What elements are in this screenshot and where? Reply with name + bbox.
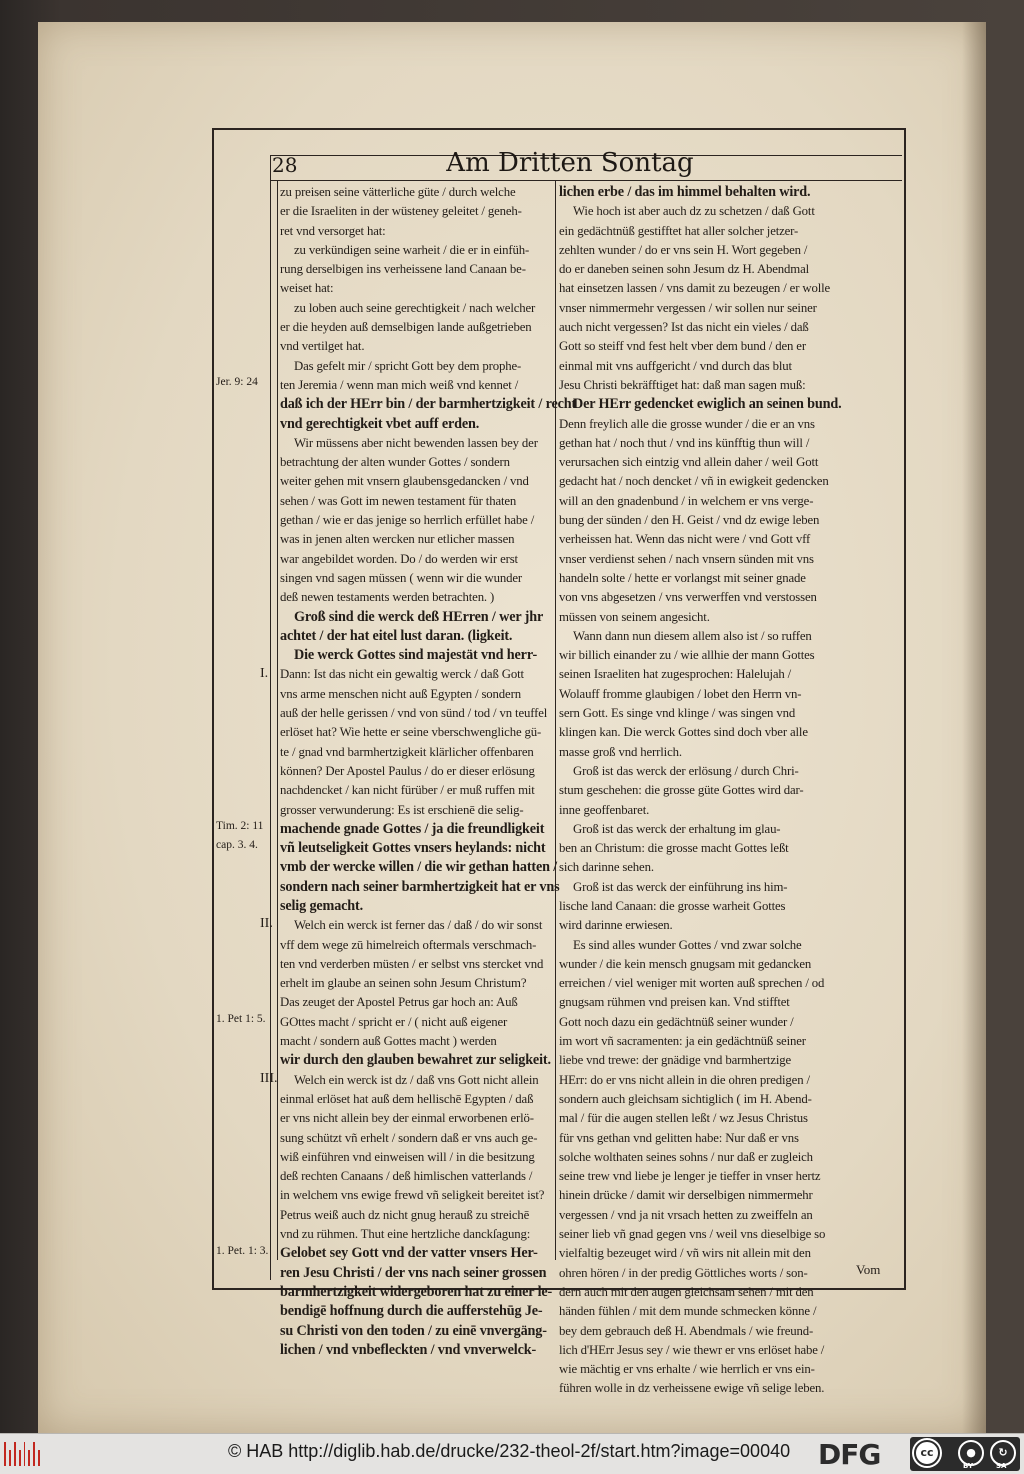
left_column-line: ten Jeremia / wenn man mich weiß vnd kennet / bbox=[280, 377, 519, 392]
cc-icon: cc bbox=[914, 1440, 940, 1466]
left_column-line: Das gefelt mir / spricht Gott bey dem prophe- bbox=[294, 358, 522, 373]
right_column-line: zehlten wunder / do er vns sein H. Wort gegeben / bbox=[559, 242, 808, 257]
left_column-line: er die heyden auß demselbigen lande außgetrieben bbox=[280, 320, 532, 335]
right-text-column bbox=[559, 183, 899, 1399]
margin-note: III. bbox=[260, 1070, 278, 1086]
right_column-line: auch nicht vergessen? Ist das nicht ein vieles / daß bbox=[559, 320, 809, 335]
right_column-line: verheissen hat. Wenn das nicht were / vnd Gott vff bbox=[559, 532, 811, 547]
left_column-line: Welch ein werck ist dz / daß vns Gott nicht allein bbox=[294, 1072, 539, 1087]
right_column-line: gnugsam rühmen vnd preisen kan. Vnd stifftet bbox=[559, 995, 790, 1010]
right_column-line: müssen von seinem angesicht. bbox=[559, 609, 710, 624]
right_column-line: ben an Christum: die grosse macht Gottes leßt bbox=[559, 841, 789, 856]
header-rule-bottom bbox=[270, 180, 902, 181]
left_column-line: su Christi von den toden / zu einē vnvergäng- bbox=[280, 1322, 547, 1339]
left_column-line: vnd vertilget hat. bbox=[280, 339, 365, 354]
left_column-line: deß newen testaments werden betrachten. ) bbox=[280, 590, 495, 605]
sa-label: SA bbox=[996, 1462, 1007, 1470]
right_column-line: ohren hören / in der predig Göttliches worts / son- bbox=[559, 1265, 808, 1280]
left_column-line: erlöset hat? Wie hette er seine vberschwengliche gü- bbox=[280, 725, 542, 740]
left_column-line: macht / sondern auß Gottes macht ) werden bbox=[280, 1034, 497, 1049]
left_column-line: einmal erlöset hat auß dem hellischē Egypten / daß bbox=[280, 1091, 534, 1106]
left_column-line: bendigē hoffnung durch die aufferstehūg Je- bbox=[280, 1303, 543, 1320]
right_column-line: vnser verdienst sehen / nach vnsern sünden mit vns bbox=[559, 551, 814, 566]
left_column-line: sehen / was Gott im newen testament für thaten bbox=[280, 493, 517, 508]
left_column-line: ret vnd versorget hat: bbox=[280, 223, 386, 238]
left_column-line: wiß einführen vnd einweisen will / in die besitzung bbox=[280, 1149, 535, 1164]
right_column-line: gethan hat / noch thut / vnd ins künfftig thun will / bbox=[559, 435, 810, 450]
left_column-line: erhelt im glaube an seinen sohn Jesum Christum? bbox=[280, 976, 527, 991]
left_column-line: gethan / wie er das jenige so herrlich erfüllet habe / bbox=[280, 513, 535, 528]
margin-rule bbox=[277, 180, 278, 1260]
left_column-line: Dann: Ist das nicht ein gewaltig werck / daß Gott bbox=[280, 667, 524, 682]
share-alike-icon: ↻ bbox=[990, 1440, 1016, 1466]
left_column-line: ren Jesu Christi / der vns nach seiner grossen bbox=[280, 1264, 547, 1281]
right_column-line: lich d'HErr Jesus sey / wie thewr er vns erlöset habe / bbox=[559, 1342, 825, 1357]
right_column-line: verursachen sich eintzig vnd allein daher / weil Gott bbox=[559, 455, 819, 470]
right_column-line: inne geoffenbaret. bbox=[559, 802, 650, 817]
margin-note: Jer. 9: 24 bbox=[216, 376, 258, 388]
scale-ruler-icon bbox=[4, 1442, 40, 1466]
left_column-line: weiter gehen mit vnsern glaubensgedancken / vnd bbox=[280, 474, 529, 489]
left_column-line: grosser verwunderung: Es ist erschienē die selig- bbox=[280, 802, 524, 817]
right_column-line: Der HErr gedencket ewiglich an seinen bund. bbox=[573, 396, 842, 413]
right_column-line: im wort vñ sacramenten: ja ein gedächtnüß seiner bbox=[559, 1034, 806, 1049]
left_column-line: Wir müssens aber nicht bewenden lassen bey der bbox=[294, 435, 538, 450]
right_column-line: dern auch mit den augen gleichsam sehen / mit den bbox=[559, 1284, 814, 1299]
left_column-line: singen vnd sagen müssen ( wenn wir die wunder bbox=[280, 570, 523, 585]
left_column-line: GOttes macht / spricht er / ( nicht auß eigener bbox=[280, 1014, 508, 1029]
left_column-line: zu loben auch seine gerechtigkeit / nach welcher bbox=[294, 300, 536, 315]
left_column-line: vmb der wercke willen / die wir gethan hatten / bbox=[280, 859, 558, 876]
left_column-line: Die werck Gottes sind majestät vnd herr- bbox=[294, 647, 538, 664]
right_column-line: lische land Canaan: die grosse warheit Gottes bbox=[559, 898, 786, 913]
left_column-line: Groß sind die werck deß HErren / wer jhr bbox=[294, 608, 544, 625]
right_column-line: wir billich einander zu / wie allhie der mann Gottes bbox=[559, 648, 815, 663]
right_column-line: erreichen / viel weniger mit worten auß sprechen / od bbox=[559, 976, 825, 991]
left_column-line: Gelobet sey Gott vnd der vatter vnsers Her- bbox=[280, 1245, 538, 1262]
margin-note: 1. Pet. 1: 3. bbox=[216, 1244, 269, 1257]
right_column-line: vnser nimmermehr vergessen / wir sollen nur seiner bbox=[559, 300, 817, 315]
right_column-line: seinen Israeliten hat zugesprochen: Halelujah / bbox=[559, 667, 792, 682]
right_column-line: führen wolle in dz verheissene ewige vñ selige leben. bbox=[559, 1381, 825, 1396]
right_column-line: seine trew vnd liebe je lenger je tieffer in vnser hertz bbox=[559, 1169, 821, 1184]
left_column-line: lichen / vnd vnbefleckten / vnd vnverwelck- bbox=[280, 1341, 537, 1358]
right_column-line: Denn freylich alle die grosse wunder / die er an vns bbox=[559, 416, 815, 431]
cc-license-badge[interactable] bbox=[910, 1437, 1020, 1471]
right_column-line: vielfaltig bezeuget wird / vñ wirs nit allein mit den bbox=[559, 1246, 811, 1261]
right_column-line: Wie hoch ist aber auch dz zu schetzen / daß Gott bbox=[573, 204, 815, 219]
right_column-line: Groß ist das werck der erlösung / durch Chri- bbox=[573, 763, 799, 778]
left_column-line: nachdencket / kan nicht fürüber / er muß ruffen mit bbox=[280, 783, 535, 798]
right_column-line: stum geschehen: die grosse güte Gottes wird dar- bbox=[559, 783, 804, 798]
right_column-line: ein gedächtnüß gestifftet hat aller solcher jetzer- bbox=[559, 223, 799, 238]
right_column-line: HErr: do er vns nicht allein in die ohren predigen / bbox=[559, 1072, 810, 1087]
right_column-line: Gott so steiff vnd fest helt vber dem bund / den er bbox=[559, 339, 806, 354]
right_column-line: wird darinne erwiesen. bbox=[559, 918, 673, 933]
left_column-line: vff dem wege zū himelreich oftermals verschmach- bbox=[280, 937, 537, 952]
right_column-line: solche wolthaten seines sohns / nur daß er zugleich bbox=[559, 1149, 813, 1164]
right_column-line: Groß ist das werck der erhaltung im glau- bbox=[573, 821, 781, 836]
left_column-line: vnd zu rühmen. Thut eine hertzliche danckſagung: bbox=[280, 1227, 531, 1242]
left_column-line: weiset hat: bbox=[280, 281, 334, 296]
left-text-column bbox=[280, 183, 577, 1360]
left_column-line: war angebildet worden. Do / do werden wir erst bbox=[280, 551, 518, 566]
margin-note: I. bbox=[260, 665, 269, 681]
right_column-line: handeln solte / hette er vorlangst mit seiner gnade bbox=[559, 570, 806, 585]
left_column-line: ten vnd verderben müsten / er selbst vns stercket vnd bbox=[280, 956, 544, 971]
right_column-line: Groß ist das werck der einführung ins him- bbox=[573, 879, 788, 894]
left_column-line: können? Der Apostel Paulus / do er dieser erlösung bbox=[280, 763, 535, 778]
running-head: Am Dritten Sontag bbox=[446, 148, 694, 178]
left_column-line: vns arme menschen nicht auß Egypten / sondern bbox=[280, 686, 521, 701]
page-edge-shadow bbox=[962, 22, 986, 1433]
by-label: BY bbox=[963, 1462, 974, 1470]
margin-note: II. bbox=[260, 916, 273, 932]
right_column-line: wunder / die kein mensch gnugsam mit gedancken bbox=[559, 956, 812, 971]
right_column-line: klingen kan. Die werck Gottes sind doch vber alle bbox=[559, 725, 808, 740]
left_column-line: wir durch den glauben bewahret zur seligkeit. bbox=[280, 1052, 551, 1069]
left_column-line: te / gnad vnd barmhertzigkeit klärlicher offenbaren bbox=[280, 744, 534, 759]
dfg-logo[interactable]: DFG bbox=[818, 1438, 881, 1471]
right_column-line: will an den gnadenbund / in welchem er vns verge- bbox=[559, 493, 814, 508]
right_column-line: Wolauff fromme glaubigen / lobet den Herrn vn- bbox=[559, 686, 802, 701]
right_column-line: sondern auch gleichsam sichtiglich ( im H. Abend- bbox=[559, 1091, 812, 1106]
right_column-line: sich darinne sehen. bbox=[559, 860, 654, 875]
right_column-line: seiner lieb vñ gnad gegen vns / weil vns dieselbige so bbox=[559, 1227, 826, 1242]
left_column-line: daß ich der HErr bin / der barmhertzigkeit / recht bbox=[280, 396, 577, 413]
left_column-line: vnd gerechtigkeit vbet auff erden. bbox=[280, 415, 480, 432]
right_column-line: Es sind alles wunder Gottes / vnd zwar solche bbox=[573, 937, 802, 952]
right_column-line: von vns abgesetzen / vns verwerffen vnd verstossen bbox=[559, 590, 817, 605]
left_column-line: in welchem vns ewige frewd vñ seligkeit bereitet ist? bbox=[280, 1188, 545, 1203]
right_column-line: vergessen / vnd ja nit vrsach hetten zu zweiffeln an bbox=[559, 1207, 813, 1222]
left_column-line: was in jenen alten wercken nur etlicher massen bbox=[280, 532, 515, 547]
left_column-line: Petrus weiß auch dz nicht gnug herauß zu streichē bbox=[280, 1207, 530, 1222]
left_column-line: sung schützt vñ erhelt / sondern daß er vns auch ge- bbox=[280, 1130, 538, 1145]
right_column-line: liebe vnd trewe: der gnädige vnd barmhertzige bbox=[559, 1053, 792, 1068]
left_column-line: auß der helle gerissen / vnd von sünd / tod / vn teuffel bbox=[280, 706, 548, 721]
catchword: Vom bbox=[856, 1262, 881, 1277]
left_column-line: rung derselbigen ins verheissene land Canaan be- bbox=[280, 262, 526, 277]
left_column-line: achtet / der hat eitel lust daran. (ligkeit. bbox=[280, 627, 513, 644]
by-person-icon: ● bbox=[958, 1440, 984, 1466]
right_column-line: händen fühlen / mit dem munde schmecken könne / bbox=[559, 1304, 817, 1319]
left_column-line: Das zeuget der Apostel Petrus gar hoch an: Auß bbox=[280, 995, 518, 1010]
right_column-line: wie mächtig er vns erhalte / wie herrlich er vns ein- bbox=[559, 1362, 815, 1377]
right_column-line: masse groß vnd herrlich. bbox=[559, 744, 682, 759]
right_column-line: mal / für die augen stellen leßt / wz Jesus Christus bbox=[559, 1111, 808, 1126]
left_column-line: machende gnade Gottes / ja die freundligkeit bbox=[280, 820, 545, 837]
right_column-line: lichen erbe / das im himmel behalten wird. bbox=[559, 184, 811, 200]
right_column-line: do er daneben seinen sohn Jesum dz H. Abendmal bbox=[559, 262, 810, 277]
right_column-line: bey dem gebrauch deß H. Abendmals / wie freund- bbox=[559, 1323, 814, 1338]
left_column-line: barmhertzigkeit widergeboren hat zu einer le- bbox=[280, 1283, 553, 1300]
right_column-line: Gott noch dazu ein gedächtnüß seiner wunder / bbox=[559, 1014, 794, 1029]
column-divider bbox=[555, 180, 556, 1260]
right_column-line: hinein drücke / damit wir derselbigen nimmermehr bbox=[559, 1188, 813, 1203]
margin-note: Tim. 2: 11 bbox=[216, 819, 264, 832]
right_column-line: hat einsetzen lassen / vns damit zu bezeugen / er wolle bbox=[559, 281, 831, 296]
right_column-line: sern Gott. Es singe vnd klinge / was singen vnd bbox=[559, 706, 796, 721]
right_column-line: bung der sünden / den H. Geist / vnd dz ewige leben bbox=[559, 513, 820, 528]
left_column-line: deß rechten Canaans / deß himlischen vatterlands / bbox=[280, 1169, 533, 1184]
right_column-line: Jesu Christi bekräfftiget hat: daß man sagen muß: bbox=[559, 377, 806, 392]
left_column-line: sondern nach seiner barmhertzigkeit hat er vns bbox=[280, 878, 560, 895]
left_column-line: Welch ein werck ist ferner das / daß / do wir sonst bbox=[294, 918, 543, 933]
left_column-line: vñ leutseligkeit Gottes vnsers heylands: nicht bbox=[280, 840, 546, 857]
copyright-link[interactable]: © HAB http://diglib.hab.de/drucke/232-theol-2f/start.htm?image=00040 bbox=[228, 1441, 791, 1461]
left_column-line: betrachtung der alten wunder Gottes / sondern bbox=[280, 455, 510, 470]
left_column-line: zu preisen seine vätterliche güte / durch welche bbox=[280, 185, 516, 199]
left_column-line: zu verkündigen seine warheit / die er in einfüh- bbox=[294, 242, 530, 257]
viewer-footer-bar bbox=[0, 1433, 1024, 1474]
left_column-line: er vns nicht allein bey der einmal erworbenen erlö- bbox=[280, 1111, 534, 1126]
left_column-line: selig gemacht. bbox=[280, 897, 364, 914]
right_column-line: für vns gethan vnd gelitten habe: Nur daß er vns bbox=[559, 1130, 799, 1145]
left_column-line: er die Israeliten in der wüsteney geleitet / geneh- bbox=[280, 204, 522, 219]
right_column-line: Wann dann nun diesem allem also ist / so ruffen bbox=[573, 628, 812, 643]
margin-note: 1. Pet 1: 5. bbox=[216, 1012, 266, 1025]
right_column-line: gedacht hat / noch dencket / vñ in ewigkeit gedencken bbox=[559, 474, 829, 489]
page-number: 28 bbox=[272, 153, 298, 177]
right_column-line: einmal mit vns auffgericht / vnd durch das blut bbox=[559, 358, 792, 373]
margin-note: cap. 3. 4. bbox=[216, 839, 258, 852]
